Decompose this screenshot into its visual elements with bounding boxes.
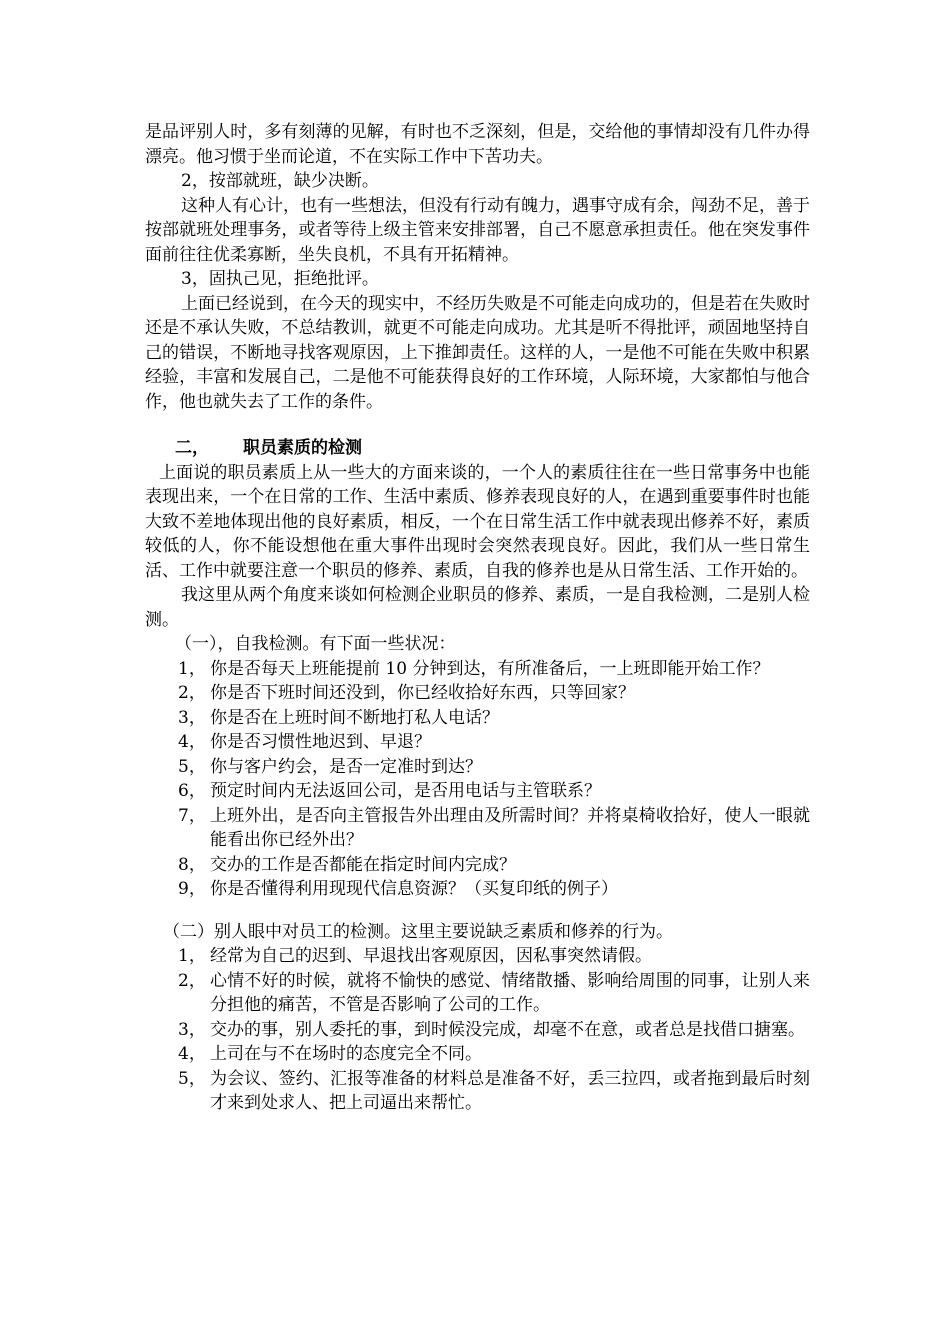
list-item: 6， 预定时间内无法返回公司，是否用电话与主管联系？ [178, 781, 601, 801]
intro-paragraph: 是品评别人时，多有刻薄的见解，有时也不乏深刻，但是，交给他的事情却没有几件办得漂亮。他习惯于坐而论道，不在实际工作中下苦功夫。 [145, 122, 810, 167]
section-2-number: 二， [175, 438, 209, 458]
list-item: 5， 你与客户约会，是否一定准时到达？ [178, 756, 482, 777]
others-check-list [145, 944, 810, 1116]
spacer [145, 902, 810, 920]
list-item: 2， 你是否下班时间还没到，你已经收拾好东西，只等回家？ [178, 683, 635, 703]
spacer [145, 414, 810, 436]
point-3-heading: 3，固执己见，拒绝批评。 [181, 269, 379, 289]
section-2-paragraph-1: 上面说的职员素质上从一些大的方面来谈的，一个人的素质往往在一些日常事务中也能表现出来，一个在日常的工作、生活中素质、修养表现良好的人，在遇到重要事件时也能大致不差地体现出他的良好素质，相反，一个在日常生活工作中就表现出修养不好，素质较低的人，你不能设想他在重大事件出现时会突然表现良好。因此，我们从一些日常生活、工作中就要注意一个职员的修养、素质，自我的修养也是从日常生活、工作开始的。 [145, 462, 810, 581]
section-2-title-text: 职员素质的检测 [243, 438, 362, 458]
list-item: 7， 上班外出，是否向主管报告外出理由及所需时间？并将桌椅收拾好，使人一眼就能看出你已经外出？ [178, 805, 810, 850]
self-check-list [145, 657, 810, 902]
list-item: 4， 你是否习惯性地迟到、早退？ [178, 732, 431, 752]
section-2-paragraph-2: 我这里从两个角度来谈如何检测企业职员的修养、素质，一是自我检测，二是别人检测。 [145, 585, 810, 630]
list-item: 9， 你是否懂得利用现现代信息资源？（买复印纸的例子） [178, 879, 618, 899]
point-3-body: 上面已经说到，在今天的现实中，不经历失败是不可能走向成功的，但是若在失败时还是不承认失败，不总结教训，就更不可能走向成功。尤其是听不得批评，顽固地坚持自己的错误，不断地寻找客观原因，上下推卸责任。这样的人，一是他不可能在失败中积累经验，丰富和发展自己，二是他不可能获得良好的工作环境，人际环境，大家都怕与他合作，他也就失去了工作的条件。 [145, 293, 810, 412]
list-item: 2， 心情不好的时候，就将不愉快的感觉、情绪散播、影响给周围的同事，让别人来分担他的痛苦，不管是否影响了公司的工作。 [178, 970, 810, 1015]
document-page [145, 120, 810, 1116]
others-check-heading: （二）别人眼中对员工的检测。这里主要说缺乏素质和修养的行为。 [163, 921, 673, 942]
list-item: 3， 交办的事，别人委托的事，到时候没完成，却毫不在意，或者总是找借口搪塞。 [178, 1019, 805, 1040]
list-item: 8， 交办的工作是否都能在指定时间内完成？ [178, 854, 516, 875]
list-item: 3， 你是否在上班时间不断地打私人电话？ [178, 707, 499, 728]
self-check-heading: （一），自我检测。有下面一些状况： [175, 634, 456, 654]
list-item: 1， 你是否每天上班能提前 10 分钟到达，有所准备后，一上班即能开始工作？ [178, 658, 770, 679]
list-item: 4， 上司在与不在场时的态度完全不同。 [178, 1044, 482, 1064]
point-2-body: 这种人有心计，也有一些想法，但没有行动有魄力，遇事守成有余，闯劲不足，善于按部就班处理事务，或者等待上级主管来安排部署，自己不愿意承担责任。他在突发事件面前往往优柔寡断，坐失良机，不具有开拓精神。 [145, 195, 810, 265]
list-item: 1， 经常为自己的迟到、早退找出客观原因，因私事突然请假。 [178, 946, 652, 966]
list-item: 5， 为会议、签约、汇报等准备的材料总是准备不好，丢三拉四，或者拖到最后时刻才来到处求人、把上司逼出来帮忙。 [178, 1068, 810, 1113]
point-2-heading: 2，按部就班，缺少决断。 [181, 171, 379, 191]
section-2-title [145, 436, 810, 461]
